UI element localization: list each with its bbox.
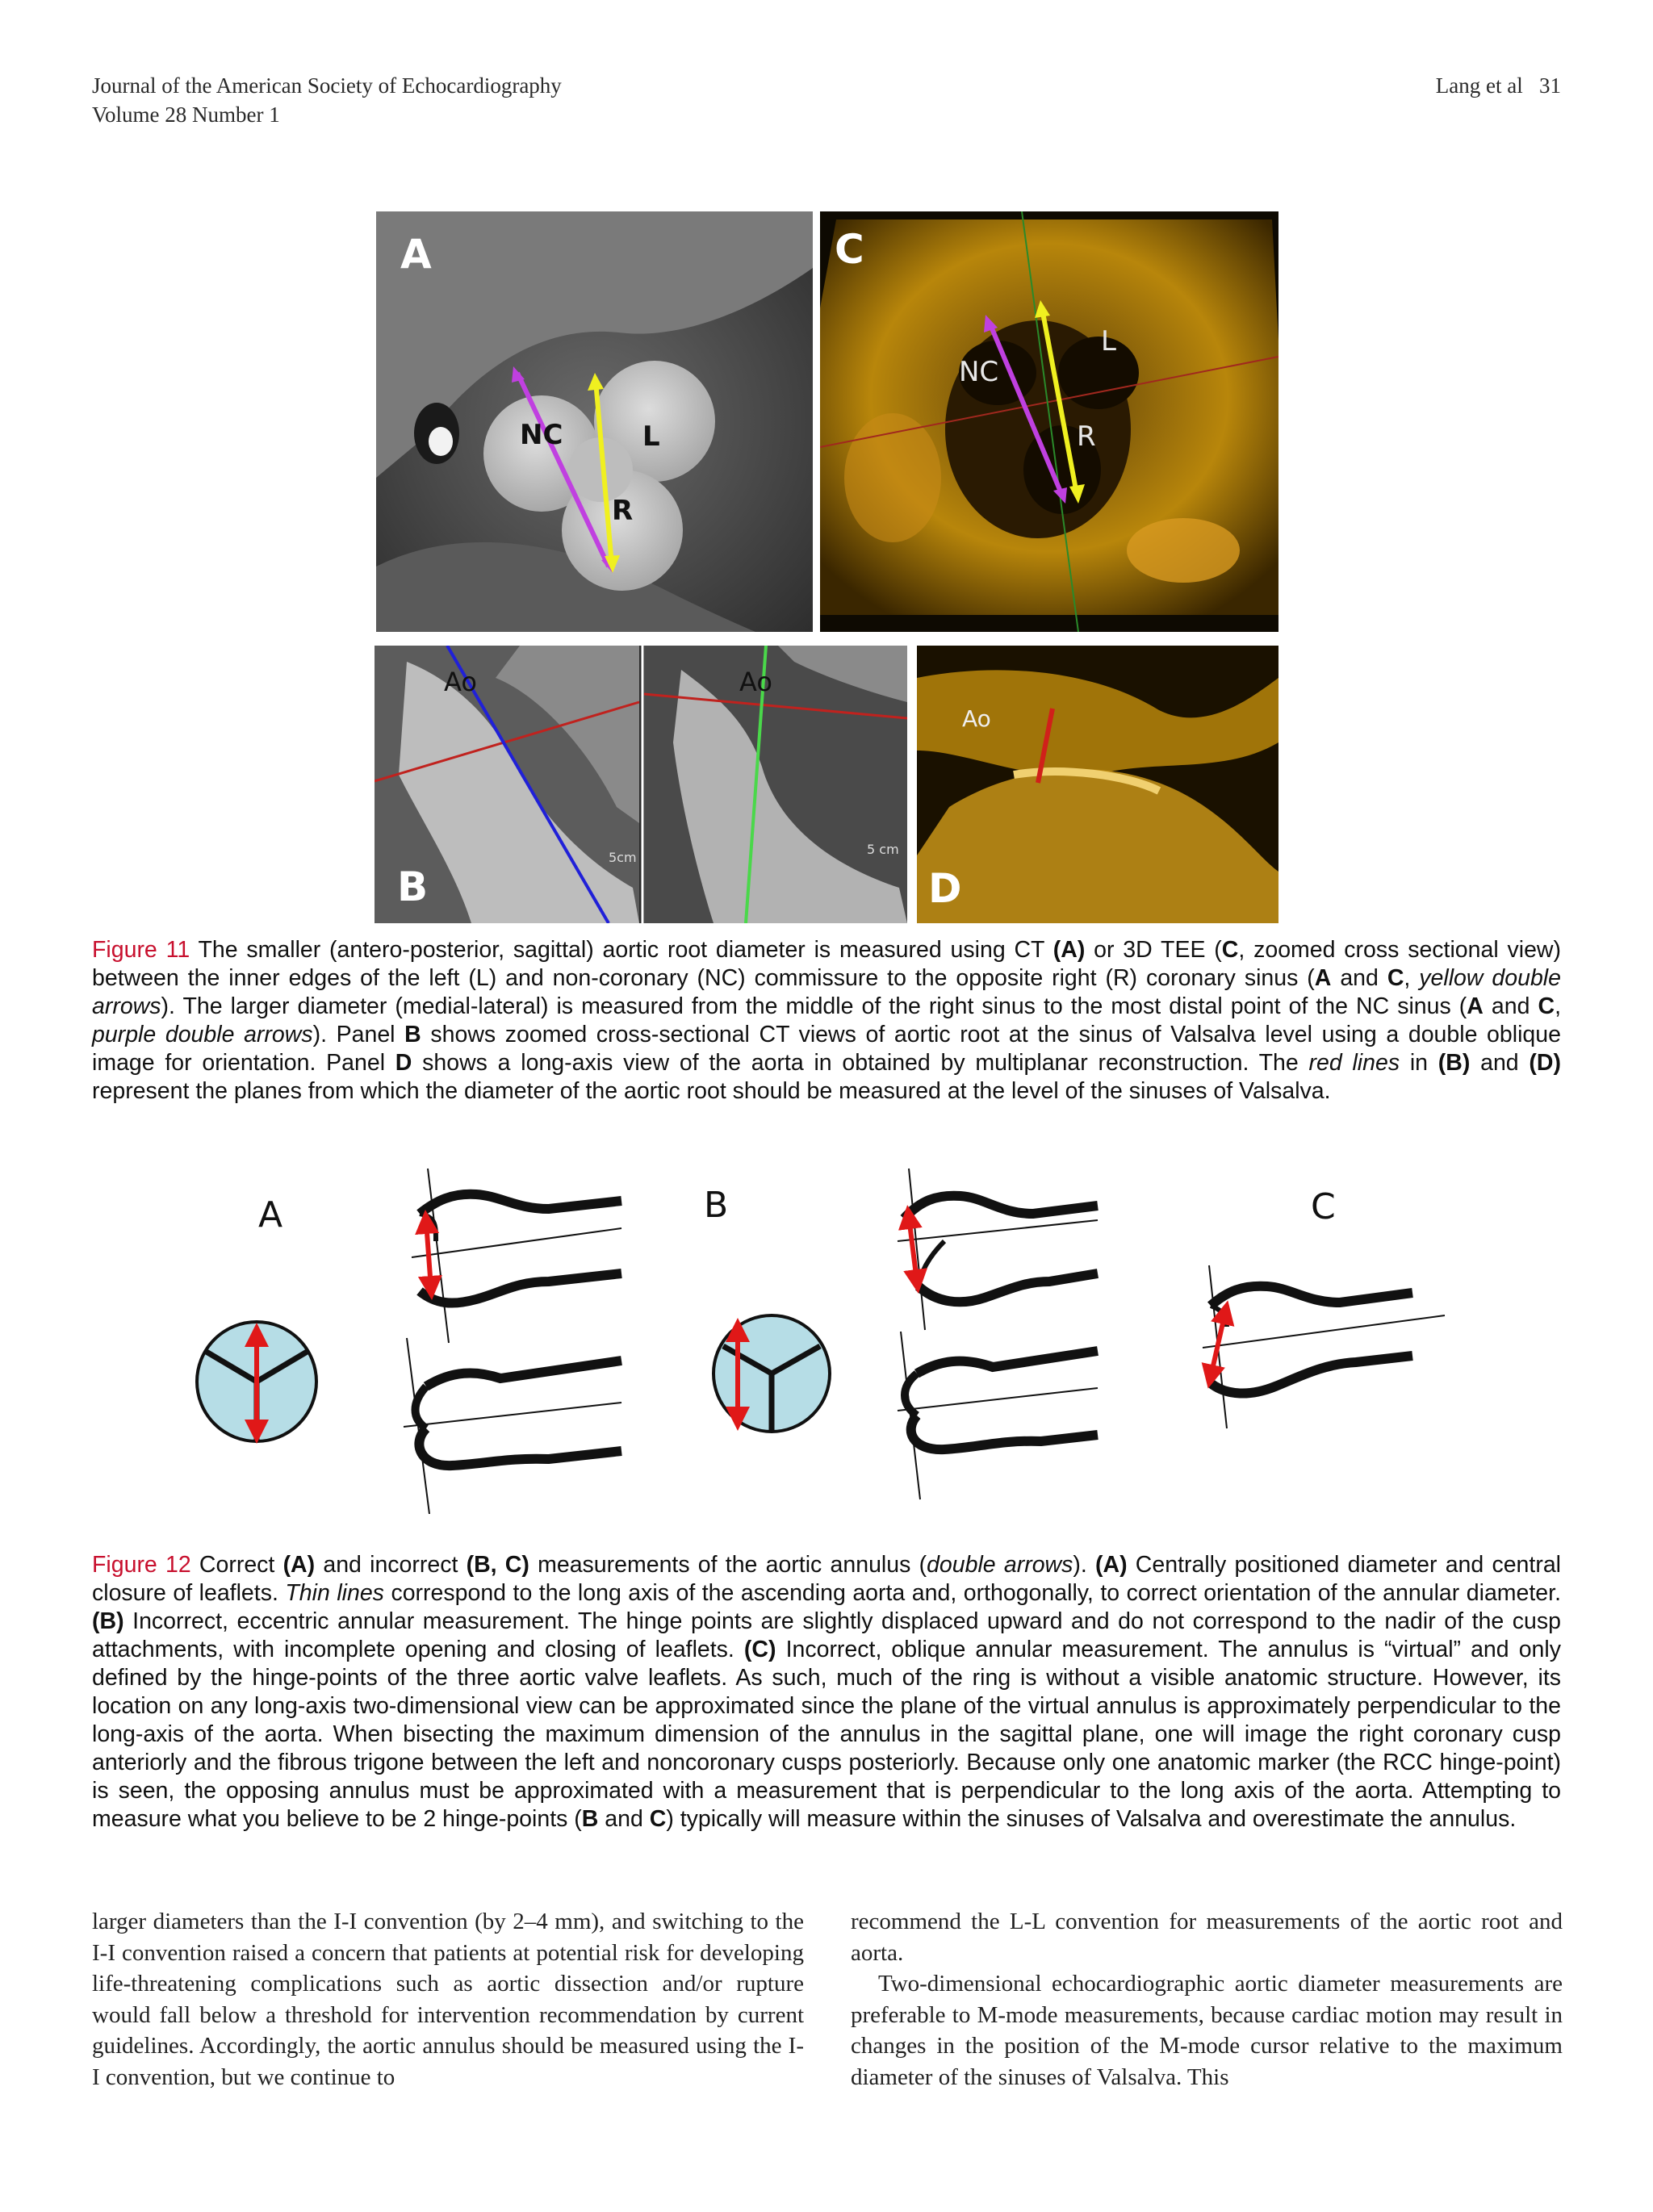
body-column-right [851, 1906, 1563, 2093]
caption-text: , zoomed cross sectional view) between the inner edges of the left (L) and non-coronary (NC) commissure to the opposite right (R) coronary sinus ( [92, 937, 1561, 991]
caption-bold: (A) [1095, 1552, 1128, 1578]
caption-text: ). [1073, 1552, 1095, 1578]
caption-text: Centrally positioned diameter and central closure of leaflets. [92, 1552, 1561, 1606]
panel-c-label-nc: NC [959, 356, 999, 388]
panel-d-letter: D [928, 865, 962, 912]
caption-bold: (D) [1529, 1050, 1561, 1076]
figure12-label-a: A [258, 1194, 283, 1236]
valve-circle-a [197, 1322, 316, 1441]
panel-b-letter: B [397, 863, 429, 910]
figure12-label-b: B [704, 1185, 729, 1226]
caption-bold: C [1221, 937, 1239, 963]
author-name: Lang et al [1435, 73, 1523, 98]
long-axis-b-lower [898, 1332, 1098, 1499]
journal-name: Journal of the American Society of Echocardiography [92, 73, 562, 98]
caption-text: Correct [190, 1552, 283, 1578]
long-axis-b-upper [898, 1169, 1098, 1330]
caption-text: measurements of the aortic annulus ( [529, 1552, 927, 1578]
caption-bold: (B) [1437, 1050, 1471, 1076]
caption-bold: C [649, 1806, 667, 1832]
annulus-schematics [97, 1144, 1566, 1514]
figure11-panel-a [376, 211, 813, 632]
caption-text: , [1404, 965, 1420, 991]
caption-text: Incorrect, oblique annular measurement. The annulus is “virtual” and only defined by the hinge-points of the three aortic valve leaflets. As such, much of the ring is without a visible anatomic structure. However, its location on any long-axis two-dimensional view can be approximated since the plane of the virtual annulus is approximately perpendicular to the long-axis of the aorta. When bisecting the maximum dimension of the annulus in the sagittal plane, one will image the right coronary cusp anteriorly and the fibrous trigone between the left and noncoronary cusps posteriorly. Because only one anatomic marker (the RCC hinge-point) is seen, the opposing annulus must be approximated with a measurement that is perpendicular to the long axis of the aorta. Attempting to measure what you believe to be 2 hinge-points ( [92, 1637, 1561, 1832]
body-paragraph: Two-dimensional echocardiographic aortic diameter measurements are preferable to M-mode measurements, because cardiac motion may result in changes in the position of the M-mode cursor relative to the maximum diameter of the sinuses of Valsalva. This [851, 1971, 1563, 2090]
figure11-panel-c [820, 211, 1278, 632]
figure12-label: Figure 12 [92, 1552, 191, 1578]
caption-bold: A [1467, 993, 1484, 1019]
page-number: 31 [1539, 73, 1561, 98]
caption-text: and [598, 1806, 650, 1832]
caption-text: ) typically will measure within the sinuses of Valsalva and overestimate the annulus. [666, 1806, 1517, 1832]
panel-b-scale-right: 5 cm [867, 842, 899, 857]
figure11-panel-d [917, 646, 1278, 923]
caption-bold: D [395, 1050, 412, 1076]
ct-long-axis-image [375, 646, 907, 923]
caption-bold: (B, C) [466, 1552, 529, 1578]
body-paragraph: larger diameters than the I-I convention (by 2–4 mm), and switching to the I-I convention raised a concern that patients at potential risk for developing life-threatening complications such as aortic dissection and/or rupture would fall below a threshold for intervention recommendation by current guidelines. Accordingly, the aortic annulus should be measured using the I-I convention, but we continue to [92, 1909, 804, 2090]
caption-italic: purple double arrows [92, 1022, 313, 1047]
caption-bold: (A) [1052, 937, 1086, 963]
caption-text: correspond to the long axis of the ascending aorta and, orthogonally, to correct orientation of the annular diameter. [383, 1580, 1561, 1606]
figure12-diagram [97, 1144, 1566, 1514]
long-axis-c [1203, 1265, 1445, 1428]
caption-text: and [1470, 1050, 1530, 1076]
tee-3d-image [820, 211, 1278, 632]
caption-bold: B [581, 1806, 599, 1832]
tee-long-axis-image [917, 646, 1278, 923]
panel-d-ao: Ao [962, 705, 991, 732]
caption-text: in [1400, 1050, 1438, 1076]
panel-c-letter: C [835, 226, 864, 273]
long-axis-a-lower [404, 1338, 621, 1514]
figure11-caption [92, 936, 1561, 1106]
caption-italic: double arrows [927, 1552, 1073, 1578]
figure11-label: Figure 11 [92, 937, 190, 963]
panel-a-letter: A [400, 231, 432, 278]
caption-text: ). The larger diameter (medial-lateral) is measured from the middle of the right sinus to the most distal point of the NC sinus ( [161, 993, 1467, 1019]
panel-a-label-l: L [642, 420, 660, 453]
caption-bold: C [1538, 993, 1555, 1019]
caption-text: The smaller (antero-posterior, sagittal) aortic root diameter is measured using CT [190, 937, 1053, 963]
running-header-journal [92, 71, 562, 129]
figure12-caption [92, 1551, 1561, 1834]
caption-text: , [1555, 993, 1561, 1019]
caption-bold: (A) [282, 1552, 316, 1578]
caption-bold: C [1387, 965, 1404, 991]
panel-b-scale-left: 5cm [609, 850, 637, 865]
panel-c-label-l: L [1101, 325, 1116, 358]
panel-b-ao-right: Ao [739, 667, 772, 697]
caption-text: or 3D TEE ( [1085, 937, 1222, 963]
ct-cross-section-image [376, 211, 813, 632]
caption-text: represent the planes from which the diameter of the aortic root should be measured at the level of the sinuses of Valsalva. [92, 1078, 1331, 1104]
long-axis-a-upper [412, 1169, 621, 1343]
body-column-left [92, 1906, 804, 2093]
caption-bold: (B) [92, 1608, 124, 1634]
caption-italic: yellow double arrows [92, 965, 1561, 1019]
caption-text: shows zoomed cross-sectional CT views of aortic root at the sinus of Valsalva level using a double oblique image for orientation. Panel [92, 1022, 1561, 1076]
caption-text: ). Panel [312, 1022, 405, 1047]
caption-text: shows a long-axis view of the aorta in obtained by multiplanar reconstruction. The [412, 1050, 1309, 1076]
caption-bold: B [404, 1022, 421, 1047]
caption-text: Incorrect, eccentric annular measurement. The hinge points are slightly displaced upward and do not correspond to the nadir of the cusp attachments, with incomplete opening and closing of leaflets. [92, 1608, 1561, 1662]
body-paragraph: recommend the L-L convention for measurements of the aortic root and aorta. [851, 1909, 1563, 1966]
panel-c-label-r: R [1077, 420, 1096, 453]
caption-text: and [1483, 993, 1538, 1019]
panel-b-ao-left: Ao [444, 667, 477, 697]
figure11-panel-b [375, 646, 907, 923]
caption-italic: red lines [1308, 1050, 1400, 1076]
caption-bold: (C) [743, 1637, 776, 1662]
caption-italic: Thin lines [285, 1580, 384, 1606]
caption-text: and [1331, 965, 1387, 991]
panel-a-label-nc: NC [520, 419, 563, 451]
journal-volume: Volume 28 Number 1 [92, 102, 280, 127]
caption-text: and incorrect [315, 1552, 467, 1578]
running-header-right [1436, 71, 1561, 100]
figure12-label-c: C [1311, 1186, 1336, 1227]
valve-circle-b [714, 1315, 830, 1432]
caption-bold: A [1314, 965, 1332, 991]
panel-a-label-r: R [612, 495, 634, 527]
